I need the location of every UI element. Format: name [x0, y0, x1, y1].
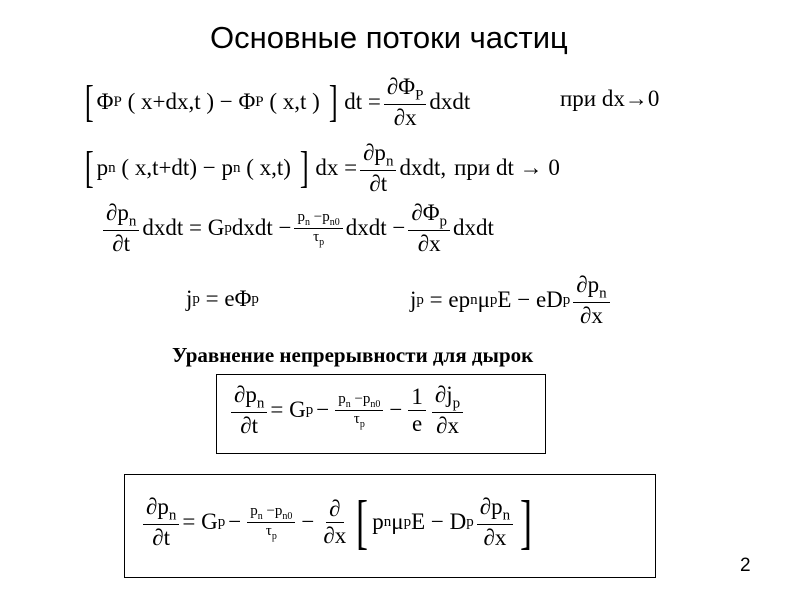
fraction: [320, 496, 349, 548]
p-argument: ( x,t+dt) −: [115, 155, 222, 181]
fraction: [360, 140, 396, 196]
fraction: [247, 503, 295, 542]
numerator: ∂p: [234, 382, 257, 407]
term-subscript: p: [305, 401, 314, 418]
denominator: ∂t: [240, 413, 259, 439]
equation-concentration-difference: [82, 140, 560, 196]
mu-symbol: μ: [391, 509, 404, 534]
term-subscript: p: [224, 219, 232, 236]
denominator-subscript: p: [271, 530, 277, 542]
term-subscript: p: [466, 513, 474, 530]
condition-text: при dt → 0: [454, 155, 560, 181]
numerator-subscript: n: [345, 398, 351, 410]
numerator-subscript: n: [502, 507, 511, 524]
numerator-mid: −p: [262, 502, 283, 519]
numerator: ∂j: [434, 382, 453, 407]
dx-equals: dx =: [315, 155, 358, 181]
term-subscript: n: [470, 291, 478, 308]
equation-continuity-expanded: [140, 489, 536, 555]
fraction: [477, 494, 513, 550]
minus: −: [316, 397, 330, 423]
numerator: p: [297, 208, 305, 225]
numerator-subscript: n: [599, 285, 607, 302]
denominator-subscript: p: [359, 418, 365, 430]
numerator: ∂p: [106, 200, 129, 225]
numerator-subscript: n0: [370, 398, 381, 410]
bracket-open: [: [356, 489, 369, 555]
p-subscript: n: [108, 159, 116, 176]
section-heading: Уравнение непрерывности для дырок: [172, 343, 534, 367]
j-subscript: p: [416, 291, 424, 308]
numerator: ∂p: [479, 493, 503, 519]
denominator: τ: [265, 522, 272, 539]
numerator: ∂Φ: [411, 200, 440, 225]
denominator: ∂t: [369, 171, 388, 197]
p-symbol: p: [96, 155, 109, 181]
denominator: τ: [353, 410, 360, 427]
term-subscript: p: [251, 290, 259, 307]
numerator-subscript: n: [385, 153, 394, 170]
term: E − eD: [497, 287, 563, 313]
numerator-subscript: n0: [329, 216, 340, 228]
bracket-open: [: [84, 77, 94, 127]
equation-balance: [100, 200, 494, 256]
numerator-mid: −p: [350, 390, 371, 407]
dxdt: dxdt: [429, 89, 471, 115]
term: = G: [182, 509, 218, 534]
numerator: p: [250, 502, 258, 519]
equation-current-density: [186, 286, 259, 312]
fraction: [335, 391, 383, 430]
flux-argument: ( x+dx,t ) −: [121, 89, 239, 115]
fraction: [294, 209, 342, 248]
mu-subscript: p: [403, 513, 412, 530]
minus: −: [301, 509, 315, 534]
numerator-subscript: p: [439, 213, 448, 230]
p-argument: ( x,t): [240, 155, 297, 181]
numerator-subscript: n: [128, 213, 137, 230]
fraction: [408, 200, 450, 256]
denominator: ∂t: [112, 231, 131, 257]
fraction: [432, 382, 463, 438]
numerator-subscript: n0: [282, 510, 293, 522]
equation-continuity-short: [228, 382, 466, 438]
numerator-mid: −p: [309, 208, 330, 225]
bracket-close: ]: [328, 77, 338, 127]
page-number: 2: [740, 555, 751, 576]
bracket-close: ]: [299, 143, 309, 193]
denominator: e: [412, 410, 423, 436]
numerator-subscript: P: [415, 87, 424, 104]
fraction: [231, 382, 267, 438]
denominator: ∂x: [436, 413, 459, 439]
j-symbol: j: [186, 286, 193, 311]
term: dxdt −: [345, 215, 406, 241]
numerator-subscript: p: [452, 395, 461, 412]
denominator: ∂x: [483, 524, 507, 550]
minus: −: [228, 509, 242, 534]
minus: −: [389, 397, 403, 423]
numerator: ∂p: [576, 272, 600, 297]
flux-subscript: P: [255, 93, 264, 110]
denominator-subscript: p: [319, 236, 325, 248]
fraction: [143, 494, 179, 550]
p-symbol: p: [372, 509, 384, 534]
term: dxdt −: [231, 215, 292, 241]
page-title: Основные потоки частиц: [210, 20, 568, 55]
flux-subscript: P: [113, 93, 122, 110]
numerator: 1: [408, 384, 426, 410]
numerator: ∂: [326, 496, 343, 522]
mu-subscript: p: [489, 291, 498, 308]
p-subscript: n: [383, 513, 392, 530]
dxdt: dxdt,: [399, 155, 447, 181]
term-subscript: p: [562, 291, 571, 308]
bracket-close: ]: [520, 489, 533, 555]
numerator-subscript: n: [257, 510, 263, 522]
fraction: [573, 272, 609, 328]
bracket-open: [: [84, 143, 94, 193]
numerator-subscript: n: [168, 507, 177, 524]
flux-symbol: Φ: [96, 89, 114, 115]
numerator: ∂p: [146, 493, 169, 519]
p-subscript: n: [232, 159, 241, 176]
term: = G: [270, 397, 306, 423]
denominator: ∂x: [580, 303, 603, 329]
equation-flux-difference: [82, 74, 470, 130]
term: dxdt = G: [142, 215, 225, 241]
fraction: [103, 200, 139, 256]
denominator: ∂x: [393, 105, 417, 131]
term: = ep: [423, 287, 471, 313]
fraction: [384, 74, 427, 130]
numerator-subscript: n: [256, 395, 265, 412]
equation-current-drift-diffusion: [410, 272, 613, 328]
numerator: ∂p: [363, 140, 386, 165]
dt-equals: dt =: [344, 89, 381, 115]
denominator: ∂x: [323, 522, 347, 548]
numerator-subscript: n: [304, 216, 310, 228]
fraction: [408, 384, 426, 436]
term: = eΦ: [199, 286, 252, 311]
p-symbol: p: [221, 155, 233, 181]
j-symbol: j: [410, 287, 417, 313]
denominator: ∂t: [152, 524, 171, 550]
mu-symbol: μ: [477, 287, 490, 313]
numerator: ∂Φ: [386, 74, 416, 99]
condition-text: при dx→0: [560, 86, 660, 111]
numerator: p: [338, 390, 346, 407]
denominator: τ: [313, 228, 320, 245]
flux-symbol: Φ: [238, 89, 256, 115]
term: E − D: [411, 509, 467, 534]
denominator: ∂x: [417, 231, 441, 257]
flux-argument: ( x,t ): [263, 89, 326, 115]
term-subscript: p: [217, 513, 226, 530]
term: dxdt: [453, 215, 494, 241]
j-subscript: p: [192, 290, 200, 307]
